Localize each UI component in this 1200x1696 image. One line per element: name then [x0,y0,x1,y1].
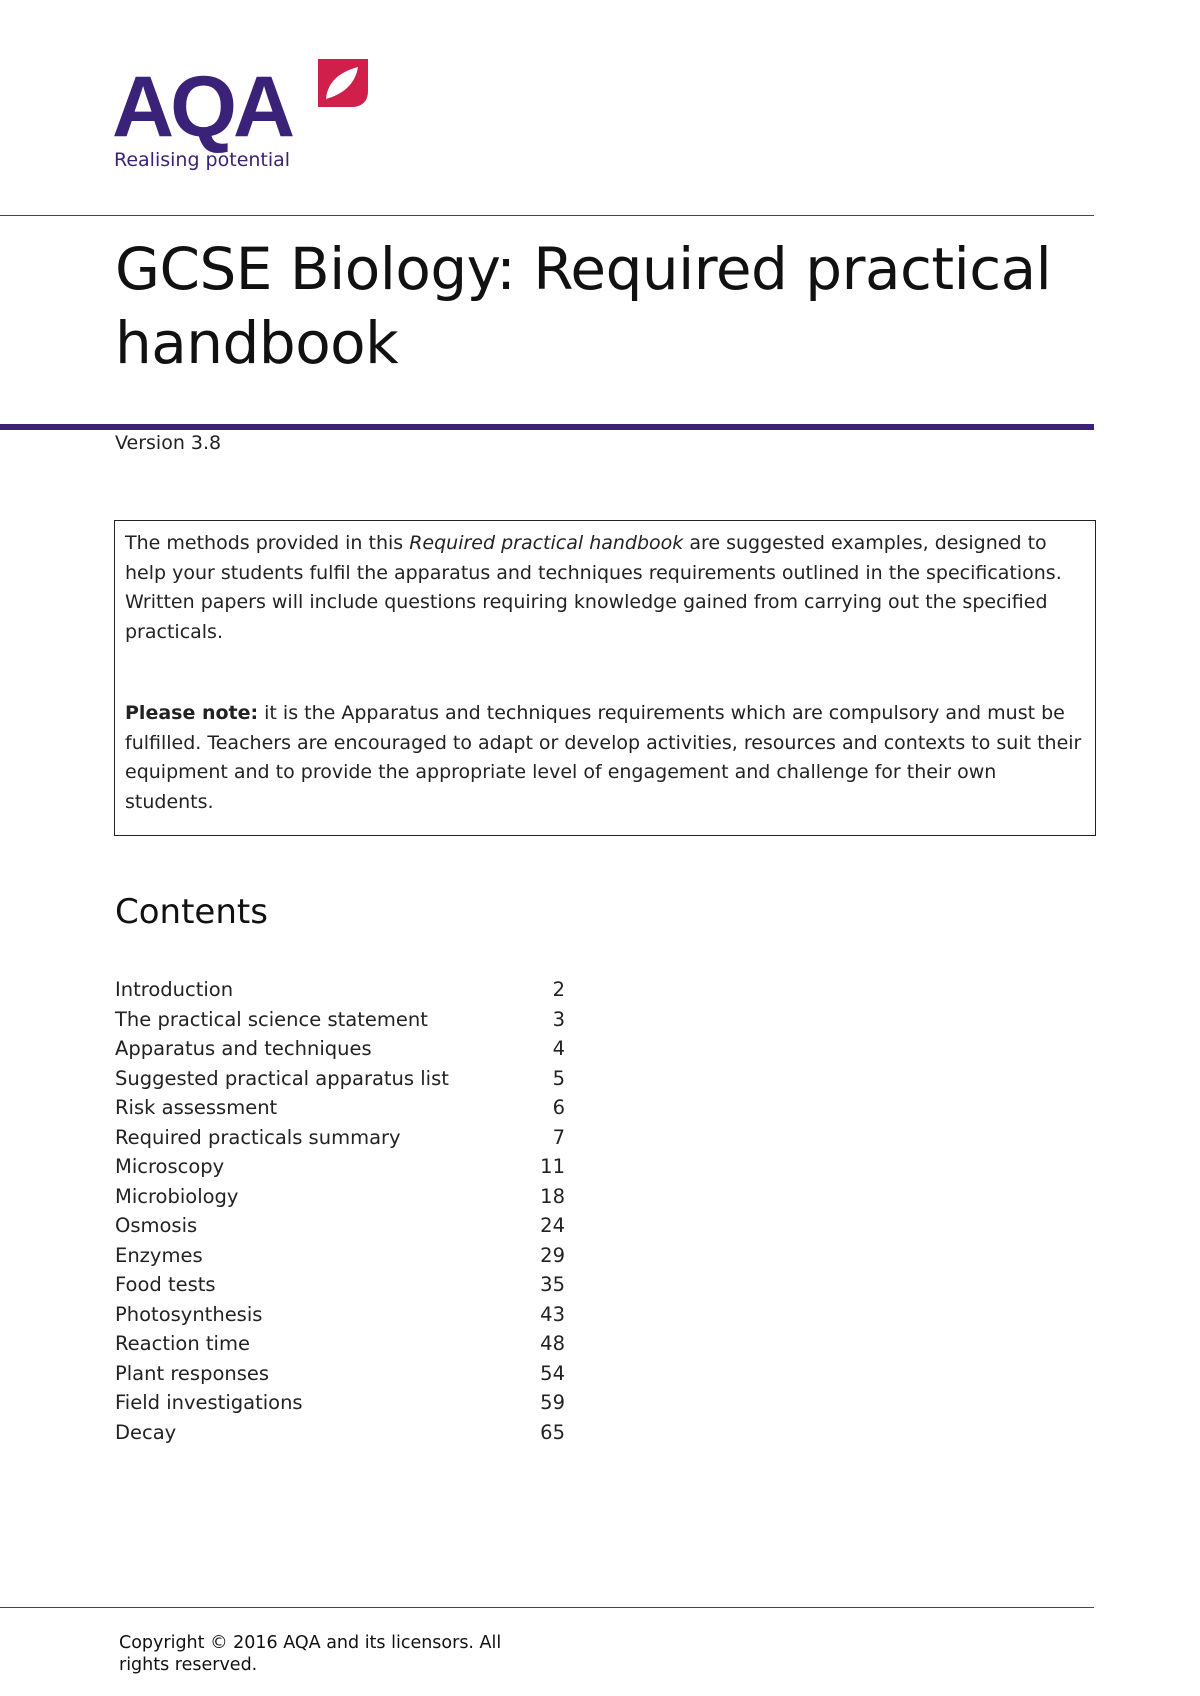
table-of-contents [115,975,565,1447]
toc-page: 11 [540,1155,565,1178]
toc-label: Apparatus and techniques [115,1037,372,1060]
toc-label: Suggested practical apparatus list [115,1066,449,1090]
footer-divider [0,1607,1094,1608]
toc-label: Field investigations [115,1391,303,1414]
toc-page: 24 [540,1214,565,1237]
contents-heading: Contents [115,892,268,932]
toc-label: Introduction [115,978,234,1001]
toc-page: 35 [540,1273,565,1296]
toc-page: 18 [540,1184,565,1208]
toc-page: 65 [540,1420,565,1444]
title-divider [0,424,1094,430]
toc-label: Risk assessment [115,1096,278,1119]
toc-item[interactable] [115,1300,565,1330]
toc-item[interactable] [115,1418,565,1448]
toc-label: Microscopy [115,1155,225,1178]
logo-wordmark: AQA [112,59,292,155]
handbook-title-italic: Required practical handbook [409,532,684,554]
toc-label: Reaction time [115,1332,250,1355]
toc-label: Required practicals summary [115,1125,401,1149]
toc-label: Photosynthesis [115,1302,263,1326]
toc-page: 6 [552,1096,565,1119]
please-note-label: Please note: [125,702,259,724]
header-divider [0,215,1094,216]
toc-label: Decay [115,1420,177,1444]
toc-item[interactable] [115,1005,565,1035]
notice-paragraph-2 [125,699,1085,817]
toc-item[interactable] [115,1123,565,1153]
toc-item[interactable] [115,1270,565,1300]
toc-label: Osmosis [115,1214,198,1237]
toc-page: 43 [540,1302,565,1326]
toc-item[interactable] [115,1034,565,1064]
toc-page: 54 [540,1361,565,1385]
toc-label: Food tests [115,1273,216,1296]
toc-page: 48 [540,1332,565,1355]
toc-item[interactable] [115,1182,565,1212]
toc-item[interactable] [115,1093,565,1123]
version-label: Version 3.8 [115,432,222,454]
toc-label: Microbiology [115,1184,239,1208]
page-title: GCSE Biology: Required practical handbook [115,235,1052,377]
toc-item[interactable] [115,1359,565,1389]
aqa-logo [112,52,382,182]
toc-label: Plant responses [115,1361,270,1385]
toc-page: 29 [540,1243,565,1267]
toc-item[interactable] [115,1064,565,1094]
notice-paragraph-1 [125,529,1085,647]
toc-item[interactable] [115,975,565,1005]
toc-label: Enzymes [115,1243,203,1267]
copyright-notice: Copyright © 2016 AQA and its licensors. All rights reserved. [119,1633,502,1675]
leaf-mark-icon [314,55,372,113]
notice-text-1a: The methods provided in this [125,532,410,554]
toc-page: 3 [552,1007,565,1031]
toc-page: 4 [552,1037,565,1060]
toc-label: The practical science statement [115,1007,428,1031]
toc-item[interactable] [115,1241,565,1271]
toc-page: 7 [552,1125,565,1149]
toc-page: 2 [552,978,565,1001]
notice-text-1b: are suggested examples, designed to help your students fulfil the apparatus and techniques requirements outlined in the specifications. Written papers will include questions requiring knowledge gained from carrying out the specified practicals. [125,532,1062,643]
toc-item[interactable] [115,1329,565,1359]
toc-item[interactable] [115,1388,565,1418]
toc-page: 59 [540,1391,565,1414]
logo-tagline: Realising potential [114,149,291,171]
notice-box [114,520,1096,836]
toc-item[interactable] [115,1152,565,1182]
notice-text-2: it is the Apparatus and techniques requirements which are compulsory and must be fulfilled. Teachers are encouraged to adapt or develop activities, resources and contexts to suit their equipment and to provide the appropriate level of engagement and challenge for their own students. [125,702,1082,813]
toc-item[interactable] [115,1211,565,1241]
toc-page: 5 [552,1066,565,1090]
